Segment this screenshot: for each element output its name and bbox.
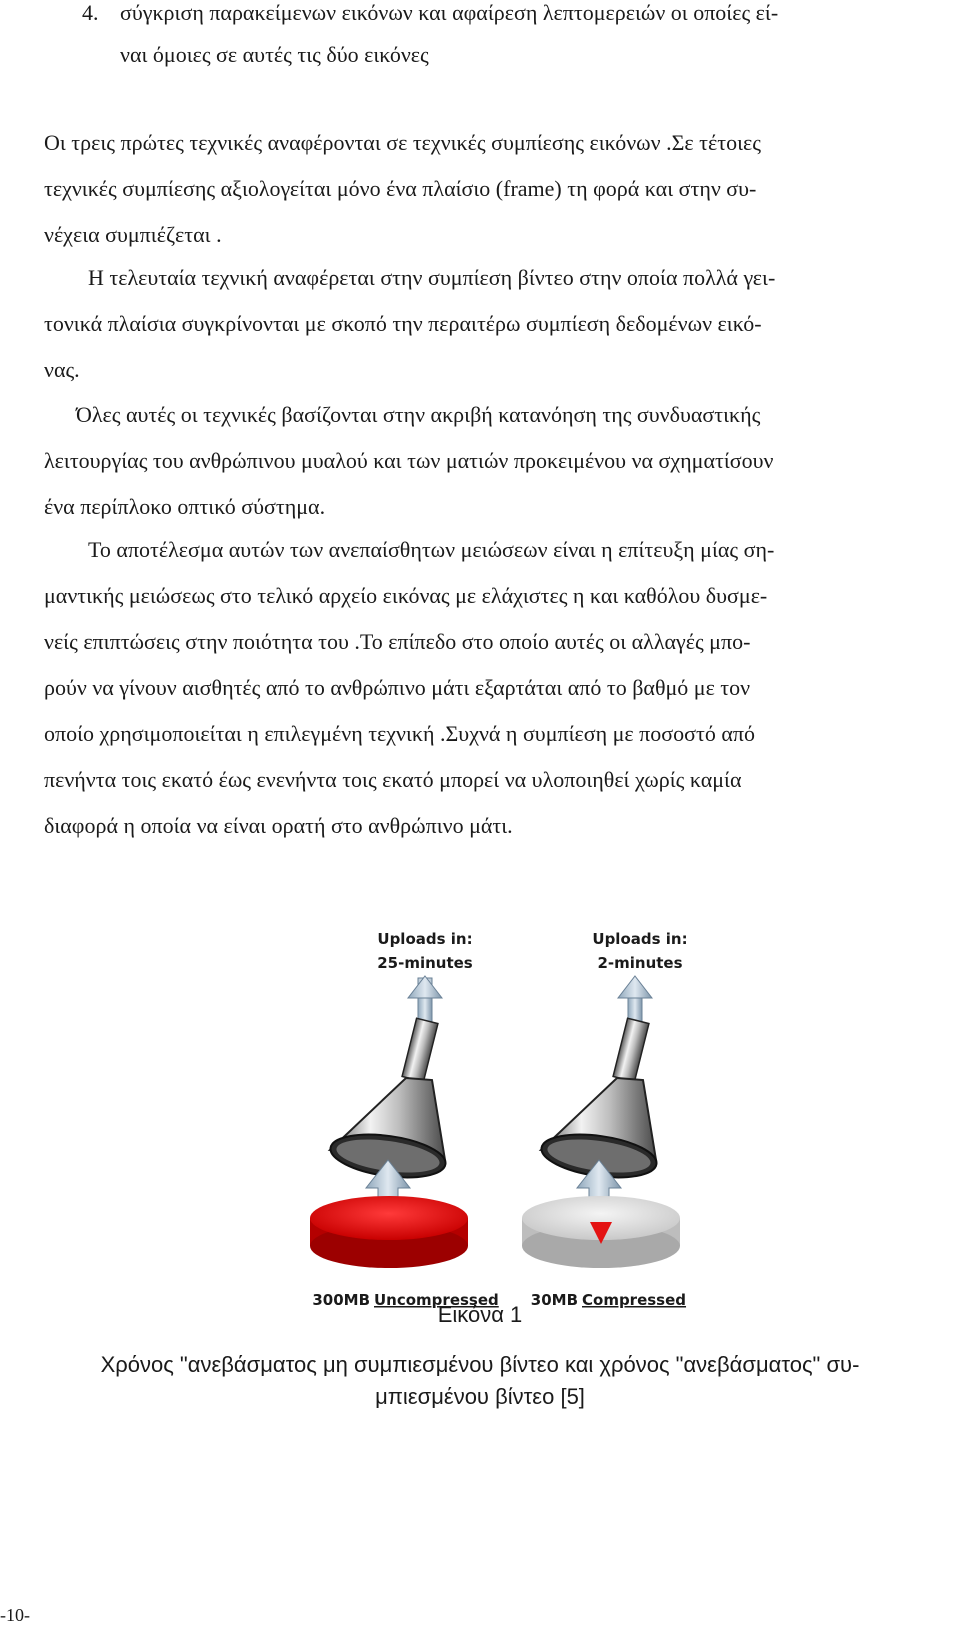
paragraph-line: νέχεια συμπιέζεται . [44, 222, 222, 247]
paragraph-line: λειτουργίας του ανθρώπινου μυαλού και των ματιών προκειμένου να σχηματίσουν [44, 448, 774, 473]
uncompressed-disk-icon [310, 1196, 468, 1268]
right-size-label: 30MB [530, 1291, 578, 1309]
paragraph-line: οποίο χρησιμοποιείται η επιλεγμένη τεχνική .Συχνά η συμπίεση με ποσοστό από [44, 721, 755, 746]
compressed-disk-icon [522, 1196, 680, 1268]
caption-line: μπιεσμένου βίντεο [5] [375, 1384, 585, 1409]
paragraph-line: τονικά πλαίσια συγκρίνονται με σκοπό την περαιτέρω συμπίεση δεδομένων εικό- [44, 311, 762, 336]
paragraph-line: ένα περίπλοκο οπτικό σύστημα. [44, 494, 326, 519]
arrow-head-icon [618, 976, 652, 998]
right-upload-label: Uploads in: [592, 930, 688, 948]
left-upload-label: Uploads in: [377, 930, 473, 948]
paragraph-line: Όλες αυτές οι τεχνικές βασίζονται στην ακριβή κατανόηση της συνδυαστικής [76, 402, 761, 427]
list-number: 4. [82, 0, 99, 25]
paragraph-line: μαντικής μειώσεως στο τελικό αρχείο εικόνας με ελάχιστες η και καθόλου δυσμε- [44, 583, 768, 608]
arrow-head-icon [408, 976, 442, 998]
left-size-label: 300MB [312, 1291, 370, 1309]
left-status-label: Uncompressed [374, 1291, 499, 1309]
paragraph-line: νας. [44, 357, 80, 382]
paragraph-line: διαφορά η οποία να είναι ορατή στο ανθρώπινο μάτι. [44, 813, 513, 838]
paragraph-line: πενήντα τοις εκατό έως ενενήντα τοις εκατό μπορεί να υλοποιηθεί χωρίς καμία [44, 767, 742, 792]
paragraph-line: ρούν να γίνουν αισθητές από το ανθρώπινο μάτι εξαρτάται από το βαθμό με τον [44, 675, 751, 700]
uncompressed-group [310, 930, 499, 1309]
right-status-label: Compressed [582, 1291, 687, 1309]
funnel-icon [328, 1018, 448, 1184]
right-upload-time: 2-minutes [597, 954, 683, 972]
compressed-group [522, 930, 688, 1309]
paragraph-line: Οι τρεις πρώτες τεχνικές αναφέρονται σε τεχνικές συμπίεσης εικόνων .Σε τέτοιες [44, 130, 761, 155]
list-line: σύγκριση παρακείμενων εικόνων και αφαίρεση λεπτομερειών οι οποίες εί- [120, 0, 779, 25]
paragraph-line: Το αποτέλεσμα αυτών των ανεπαίσθητων μειώσεων είναι η επίτευξη μίας ση- [88, 537, 775, 562]
list-line: ναι όμοιες σε αυτές τις δύο εικόνες [120, 42, 429, 67]
compression-figure [260, 930, 700, 1340]
page-number: -10- [0, 1605, 30, 1625]
funnel-icon [539, 1018, 659, 1184]
left-upload-time: 25-minutes [377, 954, 473, 972]
caption-line: Χρόνος "ανεβάσματος μη συμπιεσμένου βίντεο και χρόνος "ανεβάσματος" συ- [100, 1352, 860, 1377]
paragraph-line: Η τελευταία τεχνική αναφέρεται στην συμπίεση βίντεο στην οποία πολλά γει- [88, 265, 776, 290]
paragraph-line: τεχνικές συμπίεσης αξιολογείται μόνο ένα πλαίσιο (frame) τη φορά και στην συ- [44, 176, 757, 201]
figure-title: Εικόνα 1 [437, 1302, 523, 1327]
paragraph-line: νείς επιπτώσεις στην ποιότητα του .Το επίπεδο στο οποίο αυτές οι αλλαγές μπο- [44, 629, 751, 654]
